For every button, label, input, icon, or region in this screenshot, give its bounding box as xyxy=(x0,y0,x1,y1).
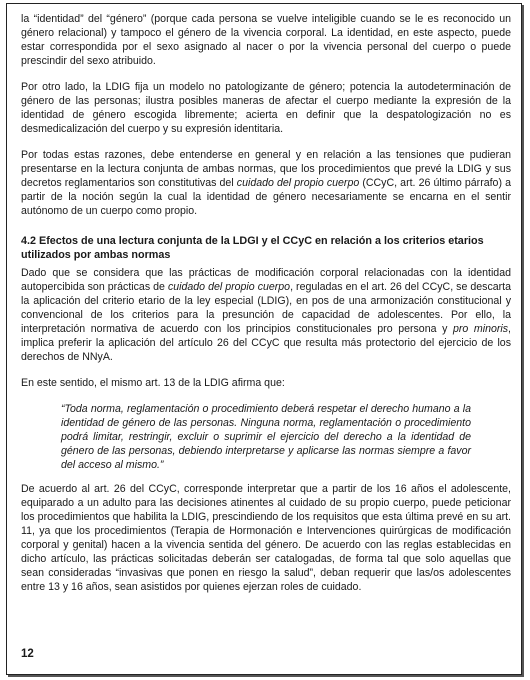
paragraph-3 xyxy=(21,148,511,218)
paragraph-6 xyxy=(21,482,511,594)
paragraph-4 xyxy=(21,266,511,364)
paragraph-2-text: Por otro lado, la LDIG fija un modelo no patologizante de género; potencia la autodeterminación de género de las personas; ilustra posibles maneras de afectar el cuerpo mediante la expresión de la identidad de género escogida libremente; acierta en definir que la despatologización no es desmedicalización del cuerpo y su expresión identitaria. xyxy=(21,81,511,135)
block-quote: “Toda norma, reglamentación o procedimiento deberá respetar el derecho humano a la identidad de género de las personas. Ninguna norma, reglamentación o procedimiento podrá limitar, restringir, excluir o suprimir el ejercicio del derecho a la identidad de género de las personas, debiendo interpretarse y aplicarse las normas siempre a favor del acceso al mismo.” xyxy=(61,403,471,471)
paragraph-4-text-b: , reguladas en el art. 26 del CCyC, se descarta la aplicación del criterio etario de la ley especial (LDIG), en pos de una armonización constitucional y convencional de los criterios para la presunción de capacidad de adolescentes. Por ello, la interpretación normativa de acuerdo con los principios constitucionales pro persona y xyxy=(21,281,511,335)
paragraph-4-text-c: , implica preferir la aplicación del artículo 26 del CCyC que resulta más protectorio del ejercicio de los derechos de NNyA. xyxy=(21,323,511,363)
paragraph-3-text-a: Por todas estas razones, debe entenderse en general y en relación a las tensiones que pudieran presentarse en la lectura conjunta de ambas normas, que los procedimientos que prevé la LDIG y sus decretos reglamentarios son constitutivas del xyxy=(21,149,511,189)
paragraph-6-text: De acuerdo al art. 26 del CCyC, corresponde interpretar que a partir de los 16 años el adolescente, equiparado a un adulto para las decisiones atinentes al cuidado de su propio cuerpo, puede peticionar los procedimientos que habilita la LDIG, prescindiendo de los requisitos que esta última prevé en su art. 11, ya que los procedimientos (Terapia de Hormonación e Intervenciones quirúrgicas de modificación corporal y genital) hacen a la vivencia sentida del género. De acuerdo con las reglas establecidas en dicho artículo, las prácticas solicitadas deberán ser catalogadas, de forma tal que solo aquellas que sean consideradas “invasivas que ponen en riesgo la salud”, deban requerir que las/os adolescentes entre 13 y 16 años, sean asistidos por quienes ejerzan roles de cuidado. xyxy=(21,483,511,593)
paragraph-5-text: En este sentido, el mismo art. 13 de la LDIG afirma que: xyxy=(21,377,285,389)
paragraph-4-text-a: Dado que se considera que las prácticas de modificación corporal relacionadas con la identidad autopercibida son prácticas de xyxy=(21,267,511,293)
paragraph-1 xyxy=(21,12,511,68)
page-content xyxy=(21,12,511,606)
paragraph-5 xyxy=(21,376,511,390)
paragraph-4-emphasis-1: cuidado del propio cuerpo xyxy=(167,281,291,293)
page-number: 12 xyxy=(21,648,34,660)
paragraph-3-text-b: (CCyC, art. 26 último párrafo) a partir de la noción según la cual la identidad de género necesariamente se encarna en el sentir autónomo de un cuerpo como propio. xyxy=(21,177,511,217)
paragraph-1-text: la “identidad” del “género” (porque cada persona se vuelve inteligible cuando se le es reconocido un género relacional) y tampoco el género de la vivencia corporal. La identidad, en este aspecto, puede estar correspondida por el sexo asignado al nacer o por la vivencia personal del cuerpo o puede prescindir del sexo atribuido. xyxy=(21,13,511,67)
section-heading: 4.2 Efectos de una lectura conjunta de la LDGI y el CCyC en relación a los criterios etarios utilizados por ambas normas xyxy=(21,235,484,261)
paragraph-3-emphasis: cuidado del propio cuerpo xyxy=(236,177,360,189)
document-page xyxy=(6,3,522,675)
paragraph-4-emphasis-2: pro minoris xyxy=(452,323,509,335)
paragraph-2 xyxy=(21,80,511,136)
